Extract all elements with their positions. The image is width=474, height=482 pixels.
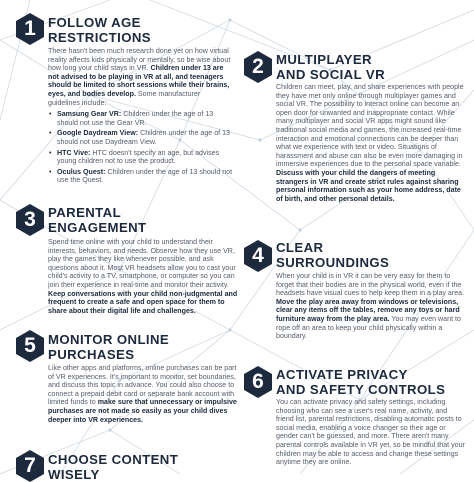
section-body	[276, 398, 466, 467]
section-number: 2	[252, 55, 264, 78]
section-title: ACTIVATE PRIVACY AND SAFETY CONTROLS	[276, 367, 446, 397]
section-number: 7	[24, 454, 36, 477]
intro-bold-text: Children under 13 are not advised to be playing in VR at all, and teenagers should be limited to short sessions while their brains, eyes, and bodies develop.	[48, 64, 230, 98]
list-item: • HTC Vive: HTC doesn't specify an age, but advises young children not to use the product.	[57, 149, 234, 166]
hexagon-badge-icon	[16, 13, 44, 45]
body-text: You can activate privacy and safety settings, including choosing who can see a user's real name, activity, and friend list, parental restrictions, disabling automatic posts to social media, enabling a voice changer so their age or gender can't be guessed, and more. There aren't many parental controls available in VR yet, so be mindful that your children may be able to access and change these settings anytime they are online.	[276, 398, 465, 467]
section-number: 6	[252, 370, 264, 393]
hexagon-badge-icon	[244, 240, 272, 272]
list-item: • Google Daydream View: Children under the age of 13 should not use Daydream View.	[57, 129, 234, 146]
section-body	[48, 364, 238, 424]
guideline-list	[48, 110, 234, 185]
body-text: Spend time online with your child to understand their interests, behaviors, and needs. Observe how they use VR, play the games they like whenever possible, and ask questions about it. Most VR headsets allow you to cast your child's activity to a TV, smartphone, or computer so you can join their experience in real-time and monitor their activity.	[48, 238, 236, 289]
body-bold-text: Keep conversations with your child non-judgmental and frequent to create a safe and open space for them to share about their digital life and challenges.	[48, 289, 238, 315]
section-title: MULTIPLAYER AND SOCIAL VR	[276, 52, 385, 82]
hexagon-badge-icon	[16, 450, 44, 482]
list-item: • Oculus Quest: Children under the age of 13 should not use the Quest.	[57, 168, 234, 185]
body-bold-text: Discuss with your child the dangers of meeting strangers in VR and create strict rules against sharing personal information such as your home address, date of birth, and other personal details.	[276, 168, 461, 203]
section-number: 5	[24, 334, 36, 357]
section-body	[48, 238, 238, 315]
body-text: Like other apps and platforms, online purchases can be part of VR experiences. It's important to monitor, set boundaries, and discuss this topic in advance. You could also choose to connect a prepaid debit card or separate bank account with limited funds to	[48, 364, 237, 407]
body-bold-text: make sure that unnecessary or impulsive purchases are not made so easily as your child dives deeper into VR experiences.	[48, 398, 237, 424]
body-tail-text: You may even want to rope off an area to keep your child physically within a boundary.	[276, 314, 461, 341]
section-number: 4	[252, 244, 264, 267]
intro-tail-text: Some manufacturer guidelines include:	[48, 89, 201, 107]
hexagon-badge-icon	[16, 204, 44, 236]
section-body	[276, 272, 466, 341]
section-number: 3	[24, 208, 36, 231]
hexagon-badge-icon	[244, 366, 272, 398]
body-bold-text: Move the play area away from windows or televisions, clear any items off the tables, remove any toys or hard furniture away from the play area.	[276, 297, 460, 323]
section-title: CHOOSE CONTENT WISELY	[48, 452, 179, 482]
body-text: Children can meet, play, and share experiences with people they have met only online through multiplayer games and social VR. The possibility to interact online can become an open door for unwanted and inappropriate contact. While many multiplayer and social VR apps might sound like traditional social media and games, the increased real-time interaction and emotional connections can be deeper than what we experience with text or video. Situations of harassment and abuse can also be even more damaging in immersive experiences due to the personal space variable.	[276, 83, 464, 169]
body-text: When your child is in VR it can be very easy for them to forget that their bodies are in the physical world, even if the headsets have visual cues to help keep them in a play area.	[276, 272, 465, 298]
section-title: CLEAR SURROUNDINGS	[276, 240, 390, 270]
section-number: 1	[24, 17, 36, 40]
intro-text: There hasn't been much research done yet on how virtual reality affects kids physically or mentally, so be wise about how long your child stays in VR.	[48, 47, 231, 73]
hexagon-badge-icon	[244, 51, 272, 83]
list-item: • Samsung Gear VR: Children under the age of 13 should not use the Gear VR.	[57, 110, 234, 127]
section-title: PARENTAL ENGAGEMENT	[48, 205, 147, 235]
section-body	[276, 83, 466, 203]
section-title: FOLLOW AGE RESTRICTIONS	[48, 15, 151, 45]
section-title: MONITOR ONLINE PURCHASES	[48, 332, 170, 362]
hexagon-badge-icon	[16, 330, 44, 362]
section-body	[48, 47, 234, 187]
